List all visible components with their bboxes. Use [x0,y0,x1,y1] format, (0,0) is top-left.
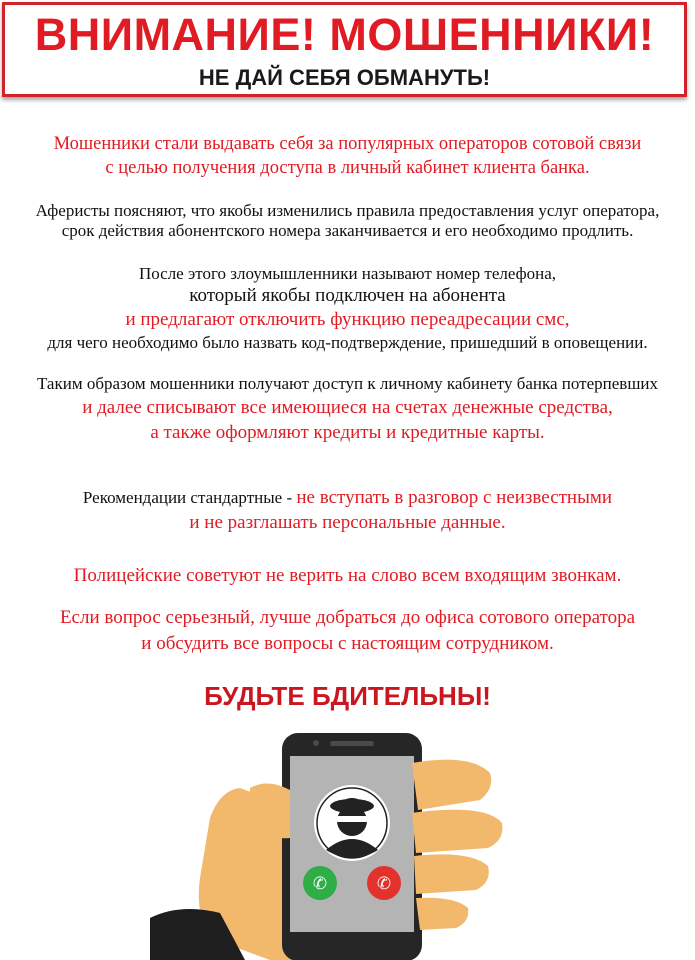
warning-banner [2,2,687,97]
recommendation-label: Рекомендации стандартные - [82,488,297,507]
paragraph-2-line-1: Аферисты поясняют, что якобы изменились правила предоставления услуг оператора, [35,201,660,220]
paragraph-1-line-2: с целью получения доступа в личный кабинет клиента банка. [105,158,590,178]
paragraph-5-line-2: и не разглашать персональные данные. [189,512,506,533]
banner-title: ВНИМАНИЕ! МОШЕННИКИ! [34,9,655,60]
paragraph-4-line-2: и далее списывают все имеющиеся на счетах денежные средства, [82,397,613,418]
accept-call-icon [303,866,337,900]
paragraph-3-line-1: После этого злоумышленники называют номер телефона, [138,264,557,283]
svg-text:✆: ✆ [312,874,328,894]
decline-call-icon [367,866,401,900]
scammer-avatar-icon [314,785,390,861]
paragraph-4-line-1: Таким образом мошенники получают доступ к личному кабинету банка потерпевших [36,374,659,393]
paragraph-3-line-3: и предлагают отключить функцию переадресации смс, [125,309,570,330]
recommendation-text: не вступать в разговор с неизвестными [296,487,613,508]
paragraph-7-line-2: и обсудить все вопросы с настоящим сотрудником. [141,633,554,654]
paragraph-4-line-3: а также оформляют кредиты и кредитные карты. [150,422,545,443]
paragraph-7-line-1: Если вопрос серьезный, лучше добраться до офиса сотового оператора [59,607,636,628]
paragraph-6-line-1: Полицейские советуют не верить на слово всем входящим звонкам. [73,565,622,586]
phone-in-hand-illustration [150,728,590,960]
paragraph-1-line-1: Мошенники стали выдавать себя за популярных операторов сотовой связи [53,134,642,154]
paragraph-2-line-2: срок действия абонентского номера заканчивается и его необходимо продлить. [61,221,634,240]
svg-text:✆: ✆ [376,874,392,894]
final-slogan: БУДЬТЕ БДИТЕЛЬНЫ! [204,681,491,711]
banner-subtitle: НЕ ДАЙ СЕБЯ ОБМАНУТЬ! [198,65,491,90]
paragraph-3-line-2: который якобы подключен на абонента [189,285,506,306]
paragraph-3-line-4: для чего необходимо было назвать код-подтверждение, пришедший в оповещении. [47,333,648,352]
paragraph-5-line-1 [0,488,695,508]
